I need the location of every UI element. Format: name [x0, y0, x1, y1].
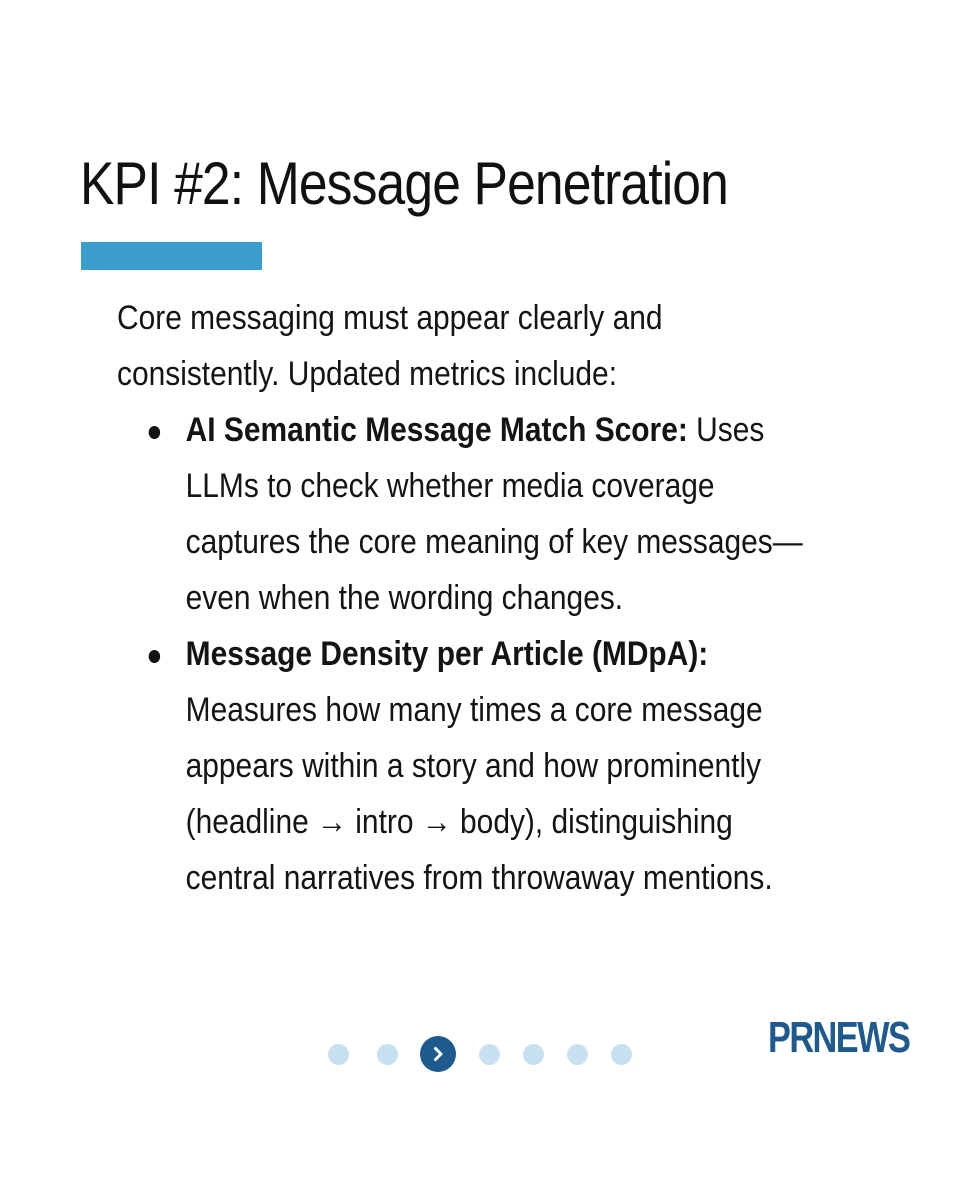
next-slide-button[interactable] — [420, 1036, 456, 1072]
list-item — [117, 626, 819, 906]
slide-title: KPI #2: Message Penetration — [80, 150, 728, 217]
bullet-dot-icon — [149, 650, 160, 663]
title-accent-bar — [81, 242, 262, 270]
chevron-right-icon — [429, 1045, 447, 1063]
prnews-logo: PRNEWS — [768, 1013, 910, 1062]
list-item — [117, 402, 819, 626]
pagination-dot-2[interactable] — [377, 1044, 398, 1065]
bullet-title: AI Semantic Message Match Score: — [185, 411, 688, 449]
pagination-dot-6[interactable] — [567, 1044, 588, 1065]
bullet-text: Uses LLMs to check whether media coverage captures the core meaning of key messages—even when the wording changes. — [185, 411, 803, 617]
slide-content — [117, 290, 803, 906]
bullet-title: Message Density per Article (MDpA): — [185, 635, 709, 673]
pagination-dot-1[interactable] — [328, 1044, 349, 1065]
pagination-dot-7[interactable] — [611, 1044, 632, 1065]
pagination-dot-4[interactable] — [479, 1044, 500, 1065]
pagination-dot-5[interactable] — [523, 1044, 544, 1065]
metrics-list — [117, 402, 803, 906]
bullet-text: Measures how many times a core message appears within a story and how prominently (headline → intro → body), distinguishing central narratives from throwaway mentions. — [185, 691, 773, 897]
intro-paragraph: Core messaging must appear clearly and consistently. Updated metrics include: — [117, 299, 663, 393]
carousel-pagination — [328, 1036, 632, 1072]
bullet-dot-icon — [149, 426, 160, 439]
